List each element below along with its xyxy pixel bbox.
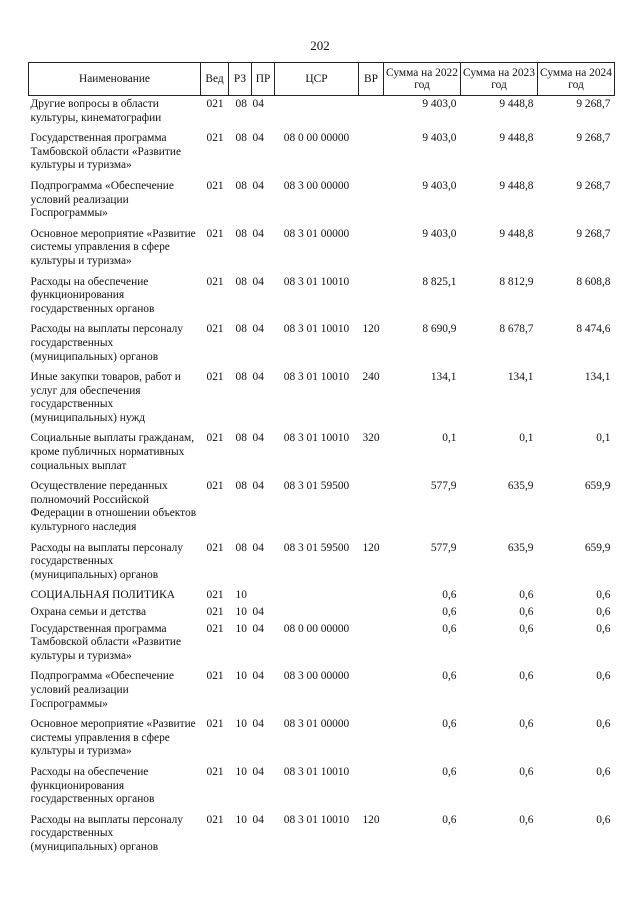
row-vr [359, 132, 384, 180]
row-sum-2022: 0,6 [442, 606, 457, 618]
row-rz: 08 [235, 323, 247, 336]
row-ved: 021 [206, 227, 224, 240]
row-csr [275, 589, 359, 606]
table-row [29, 480, 615, 541]
row-ved: 021 [206, 275, 224, 288]
row-vr [359, 606, 384, 623]
row-sum-2023: 9 448,8 [499, 227, 534, 240]
row-sum-2023: 8 678,7 [499, 323, 534, 336]
row-vr [359, 96, 384, 133]
row-rz: 10 [235, 813, 247, 826]
row-sum-2024: 8 474,6 [576, 323, 611, 336]
row-sum-2022: 0,6 [442, 670, 457, 683]
row-sum-2023: 635,9 [507, 541, 534, 554]
row-vr: 120 [362, 541, 380, 554]
table-row [29, 96, 615, 133]
row-ved: 021 [206, 813, 224, 826]
row-sum-2024: 8 608,8 [576, 275, 611, 288]
row-sum-2023: 0,6 [519, 606, 534, 618]
row-sum-2024: 9 268,7 [576, 132, 611, 145]
row-sum-2022: 0,1 [442, 432, 457, 445]
row-pr: 04 [252, 541, 264, 554]
row-csr: 08 0 00 00000 [283, 132, 350, 145]
table-row [29, 323, 615, 371]
row-rz: 08 [235, 98, 247, 110]
row-rz: 08 [235, 132, 247, 145]
row-sum-2022: 9 403,0 [422, 132, 457, 145]
row-vr [359, 228, 384, 276]
row-name: Расходы на выплаты персоналу государственных (муниципальных) органов [30, 813, 183, 853]
row-sum-2024: 134,1 [584, 371, 611, 384]
row-vr [359, 180, 384, 228]
row-vr: 120 [362, 813, 380, 826]
row-rz: 10 [235, 606, 247, 618]
row-csr [275, 606, 359, 623]
row-ved: 021 [206, 432, 224, 445]
row-vr: 120 [362, 323, 380, 336]
row-sum-2022: 0,6 [442, 718, 457, 731]
row-sum-2022: 134,1 [430, 371, 457, 384]
row-rz: 10 [235, 765, 247, 778]
row-sum-2024: 659,9 [584, 480, 611, 493]
row-vr [359, 589, 384, 606]
row-pr: 04 [252, 371, 264, 384]
row-name: Социальные выплаты гражданам, кроме публичных нормативных социальных выплат [30, 432, 195, 472]
row-vr [359, 718, 384, 766]
table-body [29, 96, 615, 862]
row-name: Подпрограмма «Обеспечение условий реализации Госпрограммы» [30, 179, 174, 220]
row-pr: 04 [252, 765, 264, 778]
page-number: 202 [310, 38, 330, 53]
row-csr: 08 3 01 59500 [283, 480, 350, 493]
row-vr [359, 480, 384, 541]
table-row [29, 542, 615, 590]
header-rz: РЗ [229, 63, 252, 96]
row-pr [252, 589, 275, 606]
row-sum-2024: 659,9 [584, 541, 611, 554]
row-name: Иные закупки товаров, работ и услуг для обеспечения государственных (муниципальных) нужд [30, 371, 181, 424]
row-rz: 08 [235, 179, 247, 192]
row-ved: 021 [206, 622, 224, 635]
table-row [29, 132, 615, 180]
row-vr [359, 623, 384, 671]
row-vr [359, 670, 384, 718]
table-row [29, 623, 615, 671]
row-sum-2023: 0,6 [519, 765, 534, 778]
table-row [29, 371, 615, 432]
row-rz: 08 [235, 541, 247, 554]
row-csr: 08 3 01 59500 [283, 541, 350, 554]
header-sum-2024: Сумма на 2024 год [538, 63, 615, 96]
row-ved: 021 [206, 371, 224, 384]
row-name: Государственная программа Тамбовской области «Развитие культуры и туризма» [30, 622, 182, 662]
row-pr: 04 [252, 98, 264, 110]
row-name: Расходы на выплаты персоналу государственных (муниципальных) органов [30, 541, 183, 581]
row-sum-2024: 0,1 [596, 432, 611, 445]
row-ved: 021 [206, 98, 224, 110]
row-ved: 021 [206, 765, 224, 778]
row-rz: 10 [235, 718, 247, 731]
header-ved: Вед [201, 63, 229, 96]
row-name: Другие вопросы в области культуры, кинематографии [30, 98, 162, 124]
row-csr: 08 3 01 10010 [283, 432, 350, 445]
table-row [29, 814, 615, 862]
row-sum-2022: 0,6 [442, 813, 457, 826]
row-rz: 08 [235, 227, 247, 240]
row-pr: 04 [252, 813, 264, 826]
row-rz: 08 [235, 371, 247, 384]
row-csr: 08 3 01 10010 [283, 275, 350, 288]
row-pr: 04 [252, 622, 264, 635]
row-ved: 021 [206, 589, 224, 602]
header-sum-2023: Сумма на 2023 год [461, 63, 538, 96]
row-rz: 10 [235, 670, 247, 683]
row-csr: 08 0 00 00000 [283, 622, 350, 635]
row-ved: 021 [206, 132, 224, 145]
row-pr: 04 [252, 132, 264, 145]
row-sum-2023: 0,1 [519, 432, 534, 445]
budget-table [28, 62, 615, 862]
table-row [29, 589, 615, 606]
row-sum-2023: 9 448,8 [499, 98, 534, 110]
row-rz: 08 [235, 480, 247, 493]
row-sum-2022: 0,6 [442, 765, 457, 778]
row-pr: 04 [252, 606, 264, 618]
row-rz: 10 [235, 622, 247, 635]
row-vr: 240 [362, 371, 380, 384]
row-ved: 021 [206, 480, 224, 493]
row-sum-2024: 9 268,7 [576, 179, 611, 192]
row-ved: 021 [206, 541, 224, 554]
row-sum-2024: 9 268,7 [576, 227, 611, 240]
header-name: Наименование [29, 63, 201, 96]
row-sum-2023: 8 812,9 [499, 275, 534, 288]
row-sum-2023: 9 448,8 [499, 132, 534, 145]
row-sum-2023: 9 448,8 [499, 179, 534, 192]
row-pr: 04 [252, 323, 264, 336]
row-csr: 08 3 01 00000 [283, 718, 350, 731]
row-sum-2024: 0,6 [596, 813, 611, 826]
row-rz: 08 [235, 275, 247, 288]
row-pr: 04 [252, 179, 264, 192]
row-sum-2024: 0,6 [596, 670, 611, 683]
row-pr: 04 [252, 432, 264, 445]
table-row [29, 180, 615, 228]
row-sum-2023: 635,9 [507, 480, 534, 493]
row-csr: 08 3 01 00000 [283, 227, 350, 240]
row-ved: 021 [206, 323, 224, 336]
row-sum-2023: 0,6 [519, 813, 534, 826]
row-sum-2023: 134,1 [507, 371, 534, 384]
table-header [29, 63, 615, 96]
row-name: Расходы на обеспечение функционирования государственных органов [30, 765, 155, 806]
row-vr: 320 [362, 432, 380, 445]
row-pr: 04 [252, 480, 264, 493]
table-row [29, 432, 615, 480]
row-ved: 021 [206, 606, 224, 618]
row-name: Расходы на обеспечение функционирования государственных органов [30, 275, 155, 315]
row-csr: 08 3 01 10010 [283, 765, 350, 778]
row-ved: 021 [206, 179, 224, 192]
table-row [29, 670, 615, 718]
row-sum-2022: 9 403,0 [422, 98, 457, 110]
row-name: Основное мероприятие «Развитие системы управления в сфере культуры и туризма» [30, 227, 196, 267]
row-sum-2024: 0,6 [596, 765, 611, 778]
row-sum-2022: 9 403,0 [422, 227, 457, 240]
row-ved: 021 [206, 718, 224, 731]
row-name: Основное мероприятие «Развитие системы управления в сфере культуры и туризма» [30, 718, 196, 758]
row-rz: 10 [235, 589, 247, 602]
row-csr: 08 3 01 10010 [283, 813, 350, 826]
row-sum-2023: 0,6 [519, 622, 534, 635]
row-sum-2022: 8 825,1 [422, 275, 457, 288]
row-name: СОЦИАЛЬНАЯ ПОЛИТИКА [30, 589, 176, 602]
row-csr: 08 3 01 10010 [283, 323, 350, 336]
row-csr: 08 3 00 00000 [283, 670, 350, 683]
row-sum-2022: 577,9 [430, 541, 457, 554]
row-sum-2024: 0,6 [596, 622, 611, 635]
row-vr [359, 276, 384, 324]
row-sum-2023: 0,6 [519, 718, 534, 731]
row-csr [275, 96, 359, 133]
row-name: Государственная программа Тамбовской области «Развитие культуры и туризма» [30, 132, 182, 172]
row-pr: 04 [252, 718, 264, 731]
row-pr: 04 [252, 275, 264, 288]
row-sum-2023: 0,6 [519, 670, 534, 683]
table-row [29, 606, 615, 623]
header-csr: ЦСР [275, 63, 359, 96]
row-vr [359, 766, 384, 814]
row-ved: 021 [206, 670, 224, 683]
row-rz: 08 [235, 432, 247, 445]
table-row [29, 276, 615, 324]
row-csr: 08 3 01 10010 [283, 371, 350, 384]
row-sum-2023: 0,6 [519, 589, 534, 602]
header-vr: ВР [359, 63, 384, 96]
row-sum-2022: 0,6 [442, 589, 457, 602]
row-sum-2024: 0,6 [596, 589, 611, 602]
header-pr: ПР [252, 63, 275, 96]
row-sum-2024: 9 268,7 [576, 98, 611, 110]
row-sum-2024: 0,6 [596, 718, 611, 731]
header-sum-2022: Сумма на 2022 год [384, 63, 461, 96]
row-name: Подпрограмма «Обеспечение условий реализации Госпрограммы» [30, 670, 174, 710]
row-name: Осуществление переданных полномочий Российской Федерации в отношении объектов культурного наследия [30, 480, 197, 534]
table-row [29, 766, 615, 814]
row-sum-2022: 9 403,0 [422, 179, 457, 192]
row-sum-2024: 0,6 [596, 606, 611, 618]
row-sum-2022: 577,9 [430, 480, 457, 493]
row-name: Охрана семьи и детства [30, 606, 146, 618]
row-sum-2022: 0,6 [442, 622, 457, 635]
row-csr: 08 3 00 00000 [283, 179, 350, 192]
row-sum-2022: 8 690,9 [422, 323, 457, 336]
table-row [29, 228, 615, 276]
row-pr: 04 [252, 670, 264, 683]
row-name: Расходы на выплаты персоналу государственных (муниципальных) органов [30, 323, 183, 363]
row-pr: 04 [252, 227, 264, 240]
table-row [29, 718, 615, 766]
